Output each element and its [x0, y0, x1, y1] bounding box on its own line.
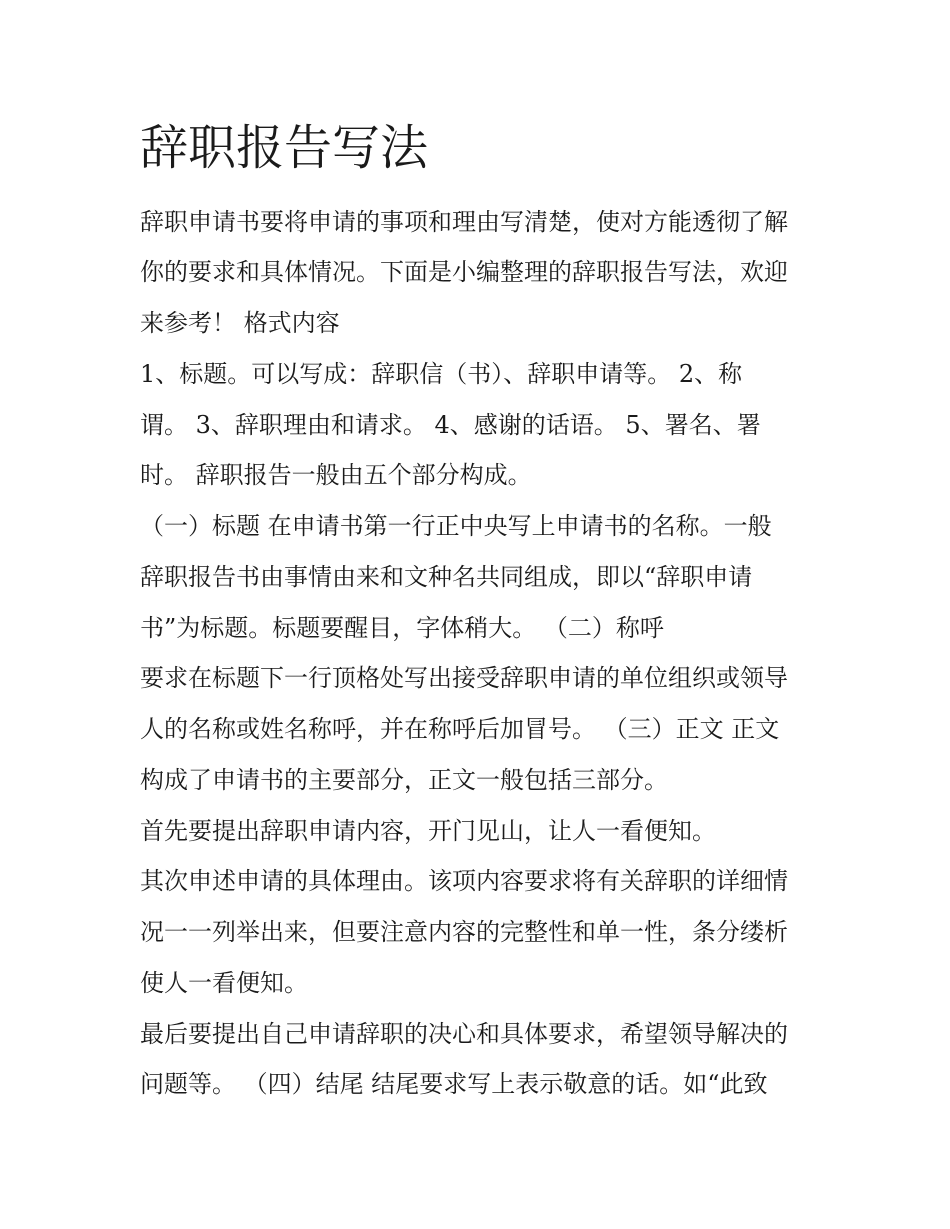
- body-line: 辞职申请书要将申请的事项和理由写清楚，使对方能透彻了解: [140, 208, 788, 236]
- body-line: 书”为标题。标题要醒目，字体稍大。 （二）称呼: [140, 614, 664, 642]
- body-line: 来参考！ 格式内容: [140, 309, 340, 337]
- body-line: 最后要提出自己申请辞职的决心和具体要求，希望领导解决的: [140, 1020, 788, 1048]
- document-title: 辞职报告写法: [140, 120, 429, 176]
- body-line: 1、标题。可以写成：辞职信（书）、辞职申请等。 2、称: [140, 360, 743, 388]
- body-line: 辞职报告书由事情由来和文种名共同组成，即以“辞职申请: [140, 563, 753, 591]
- body-line: 你的要求和具体情况。下面是小编整理的辞职报告写法，欢迎: [140, 258, 788, 286]
- body-line: 使人一看便知。: [140, 969, 308, 997]
- body-line: 人的名称或姓名称呼，并在称呼后加冒号。 （三）正文 正文: [140, 715, 780, 743]
- body-line: 构成了申请书的主要部分，正文一般包括三部分。: [140, 766, 668, 794]
- body-line: 要求在标题下一行顶格处写出接受辞职申请的单位组织或领导: [140, 664, 788, 692]
- body-line: 其次申述申请的具体理由。该项内容要求将有关辞职的详细情: [140, 867, 788, 895]
- body-line: 问题等。 （四）结尾 结尾要求写上表示敬意的话。如“此致: [140, 1070, 768, 1098]
- body-line: 时。 辞职报告一般由五个部分构成。: [140, 461, 532, 489]
- body-line: 况一一列举出来，但要注意内容的完整性和单一性，条分缕析: [140, 918, 788, 946]
- body-line: 谓。 3、辞职理由和请求。 4、感谢的话语。 5、署名、署: [140, 411, 761, 439]
- body-line: （一）标题 在申请书第一行正中央写上申请书的名称。一般: [140, 512, 772, 540]
- body-line: 首先要提出辞职申请内容，开门见山，让人一看便知。: [140, 817, 716, 845]
